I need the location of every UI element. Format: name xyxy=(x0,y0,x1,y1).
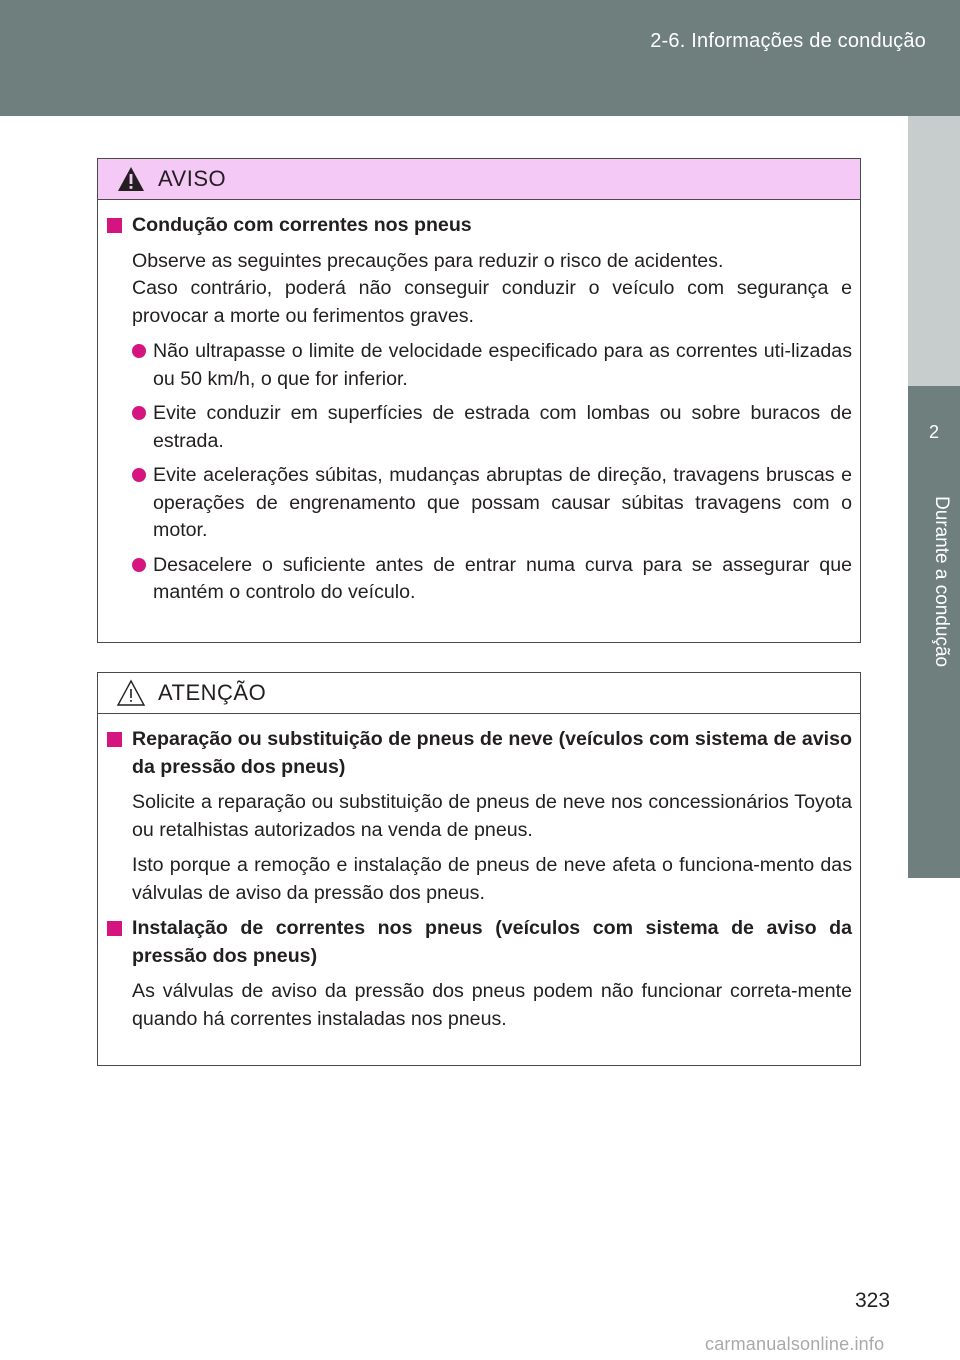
bullet-item: Evite conduzir em superfícies de estrada com lombas ou sobre buracos de estrada. xyxy=(107,400,852,455)
bullet-item: Desacelere o suficiente antes de entrar numa curva para se assegurar que mantém o controlo do veículo. xyxy=(107,552,852,607)
caution-triangle-icon xyxy=(116,679,146,707)
chapter-side-tab xyxy=(908,116,960,1360)
section-heading: Reparação ou substituição de pneus de neve (veículos com sistema de aviso da pressão dos pneus) xyxy=(107,726,852,781)
square-bullet-icon xyxy=(107,218,122,233)
caution-box-title: ATENÇÃO xyxy=(158,680,267,705)
paragraph: Solicite a reparação ou substituição de pneus de neve nos concessionários Toyota ou retalhistas autorizados na venda de pneus. xyxy=(132,791,852,841)
warning-box xyxy=(97,158,861,643)
section-title: 2-6. Informações de condução xyxy=(650,30,926,52)
round-bullet-icon xyxy=(132,558,146,572)
header-band xyxy=(0,0,960,116)
section-heading: Condução com correntes nos pneus xyxy=(107,212,852,240)
watermark: carmanualsonline.info xyxy=(705,1334,885,1354)
caution-box-body xyxy=(98,714,860,1055)
warning-triangle-icon xyxy=(116,165,146,193)
paragraph: Isto porque a remoção e instalação de pneus de neve afeta o funciona-mento das válvulas de aviso da pressão dos pneus. xyxy=(132,854,852,904)
bullet-item: Não ultrapasse o limite de velocidade especificado para as correntes uti-lizadas ou 50 km/h, o que for inferior. xyxy=(107,338,852,393)
round-bullet-icon xyxy=(132,406,146,420)
bullet-item: Evite acelerações súbitas, mudanças abruptas de direção, travagens bruscas e operações de engrenamento que possam causar súbitas travagens com o motor. xyxy=(107,462,852,545)
warning-box-header xyxy=(98,159,860,200)
round-bullet-icon xyxy=(132,468,146,482)
round-bullet-icon xyxy=(132,344,146,358)
warning-box-title: AVISO xyxy=(158,166,227,191)
section-heading: Instalação de correntes nos pneus (veículos com sistema de aviso da pressão dos pneus) xyxy=(107,915,852,970)
paragraph: As válvulas de aviso da pressão dos pneus podem não funcionar correta-mente quando há correntes instaladas nos pneus. xyxy=(132,980,852,1030)
intro-paragraph: Observe as seguintes precauções para reduzir o risco de acidentes. Caso contrário, poderá não conseguir conduzir o veículo com segurança e provocar a morte ou ferimentos graves. xyxy=(132,249,852,327)
chapter-number: 2 xyxy=(928,422,939,442)
chapter-label: Durante a condução xyxy=(931,496,952,668)
side-tab-upper xyxy=(908,116,960,386)
page-number: 323 xyxy=(855,1289,891,1312)
warning-box-body xyxy=(98,200,860,628)
square-bullet-icon xyxy=(107,921,122,936)
caution-box-header xyxy=(98,673,860,714)
square-bullet-icon xyxy=(107,732,122,747)
caution-box xyxy=(97,672,861,1066)
